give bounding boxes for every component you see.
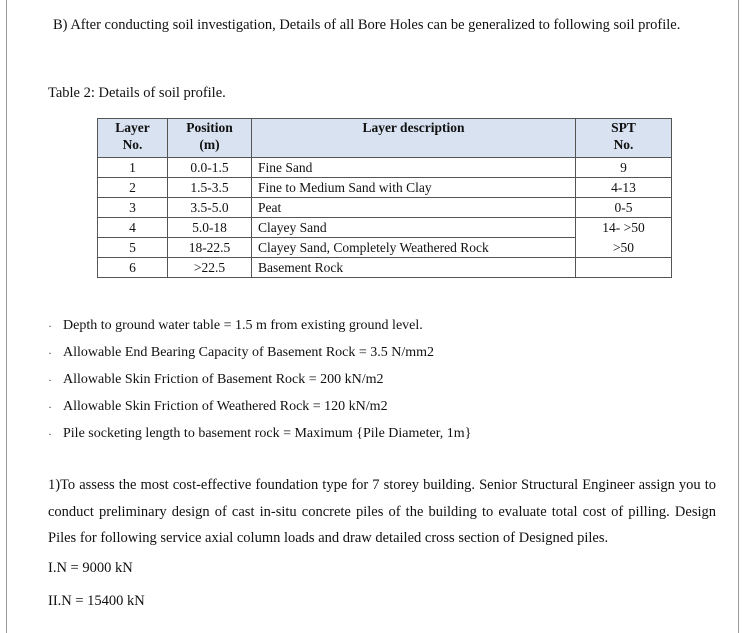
load-case-1: I.N = 9000 kN [48, 560, 133, 576]
header-spt-no: SPT No. [576, 119, 672, 158]
table-header-row [98, 119, 672, 158]
cell-description: Fine to Medium Sand with Clay [252, 178, 576, 198]
header-layer-no: Layer No. [98, 119, 168, 158]
table-row [98, 218, 672, 238]
cell-description: Clayey Sand, Completely Weathered Rock [252, 238, 576, 258]
cell-layer: 1 [98, 158, 168, 178]
section-heading: B) After conducting soil investigation, Details of all Bore Holes can be generalized to following soil profile. [53, 17, 681, 33]
cell-position: >22.5 [168, 258, 252, 278]
cell-layer: 4 [98, 218, 168, 238]
cell-position: 5.0-18 [168, 218, 252, 238]
cell-layer: 2 [98, 178, 168, 198]
cell-spt: 4-13 [576, 178, 672, 198]
cell-description: Peat [252, 198, 576, 218]
cell-position: 18-22.5 [168, 238, 252, 258]
bullet-dot-icon: · [48, 346, 52, 360]
table-row [98, 198, 672, 218]
page-border-left [6, 0, 7, 633]
list-item: · Pile socketing length to basement rock = Maximum {Pile Diameter, 1m} [48, 424, 471, 451]
list-item: · Allowable Skin Friction of Basement Rock = 200 kN/m2 [48, 370, 471, 397]
table-row [98, 178, 672, 198]
cell-spt [576, 258, 672, 278]
cell-position: 3.5-5.0 [168, 198, 252, 218]
header-position: Position (m) [168, 119, 252, 158]
cell-spt: 9 [576, 158, 672, 178]
assumptions-list [48, 316, 471, 451]
cell-layer: 3 [98, 198, 168, 218]
table-row [98, 238, 672, 258]
cell-position: 0.0-1.5 [168, 158, 252, 178]
cell-layer: 5 [98, 238, 168, 258]
list-item: · Allowable Skin Friction of Weathered Rock = 120 kN/m2 [48, 397, 471, 424]
table-caption: Table 2: Details of soil profile. [48, 85, 226, 101]
cell-description: Clayey Sand [252, 218, 576, 238]
question-paragraph: 1)To assess the most cost-effective foundation type for 7 storey building. Senior Structural Engineer assign you to conduct preliminary design of cast in-situ concrete piles of the building to evaluate total cost of pilling. Design Piles for following service axial column loads and draw detailed cross section of Designed piles. [48, 477, 716, 546]
soil-profile-table [97, 118, 672, 278]
bullet-dot-icon: · [48, 400, 52, 414]
load-case-2: II.N = 15400 kN [48, 593, 145, 609]
bullet-dot-icon: · [48, 319, 52, 333]
cell-description: Fine Sand [252, 158, 576, 178]
cell-spt: >50 [576, 238, 672, 258]
table-row [98, 158, 672, 178]
page-border-right [738, 0, 739, 633]
list-item: · Allowable End Bearing Capacity of Basement Rock = 3.5 N/mm2 [48, 343, 471, 370]
cell-layer: 6 [98, 258, 168, 278]
bullet-dot-icon: · [48, 373, 52, 387]
table-row [98, 258, 672, 278]
cell-spt: 0-5 [576, 198, 672, 218]
cell-spt: 14- >50 [576, 218, 672, 238]
header-layer-description: Layer description [252, 119, 576, 158]
list-item: · Depth to ground water table = 1.5 m from existing ground level. [48, 316, 471, 343]
bullet-dot-icon: · [48, 427, 52, 441]
cell-position: 1.5-3.5 [168, 178, 252, 198]
cell-description: Basement Rock [252, 258, 576, 278]
